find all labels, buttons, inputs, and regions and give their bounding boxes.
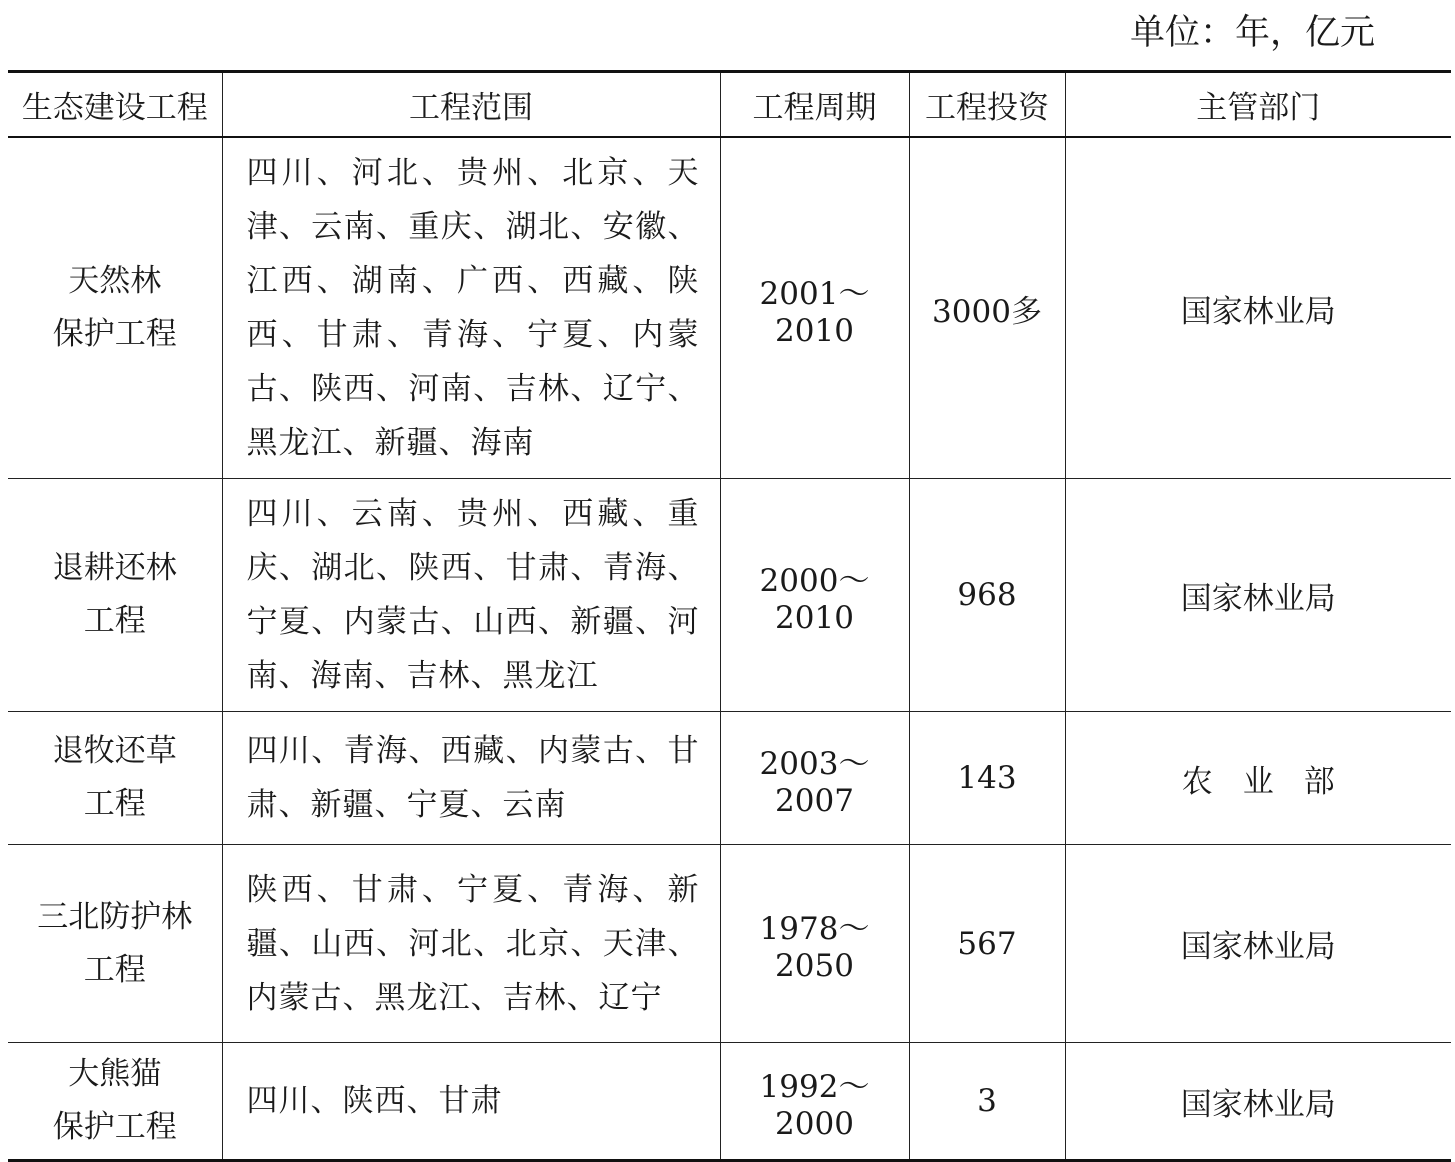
project-investment-cell: 968 [909, 479, 1065, 712]
project-period-cell: 2003～2007 [720, 712, 909, 845]
project-period-cell: 2001～2010 [720, 137, 909, 479]
table-row [8, 845, 1451, 1043]
project-name-cell [8, 137, 222, 479]
project-name-line1: 天然林 [68, 263, 162, 299]
header-period: 工程周期 [720, 72, 909, 138]
project-department-cell: 国家林业局 [1065, 137, 1451, 479]
unit-note: 单位：年，亿元 [1129, 13, 1375, 53]
project-name-line1: 退耕还林 [52, 550, 177, 586]
project-name-line2: 保护工程 [52, 316, 177, 352]
project-period-cell: 1978～2050 [720, 845, 909, 1043]
project-name-line2: 保护工程 [52, 1109, 177, 1145]
project-department-cell: 国家林业局 [1065, 845, 1451, 1043]
header-investment: 工程投资 [909, 72, 1065, 138]
project-name-cell [8, 712, 222, 845]
project-name-line2: 工程 [83, 951, 146, 988]
project-period-cell: 2000～2010 [720, 479, 909, 712]
project-name-line1: 退牧还草 [52, 733, 177, 769]
project-scope-cell: 四川、青海、西藏、内蒙古、甘肃、新疆、宁夏、云南 [222, 712, 720, 845]
table-row [8, 712, 1451, 845]
header-project: 生态建设工程 [8, 72, 222, 138]
project-department-cell: 农业部 [1065, 712, 1451, 845]
project-scope-cell: 四川、云南、贵州、西藏、重庆、湖北、陕西、甘肃、青海、宁夏、内蒙古、山西、新疆、河南、海南、吉林、黑龙江 [222, 479, 720, 712]
project-name-line2: 工程 [83, 603, 146, 639]
project-department-cell: 国家林业局 [1065, 1043, 1451, 1161]
header-scope: 工程范围 [222, 72, 720, 138]
project-period-cell: 1992～2000 [720, 1043, 909, 1161]
header-department: 主管部门 [1065, 72, 1451, 138]
project-investment-cell: 567 [909, 845, 1065, 1043]
project-name-line1: 大熊猫 [68, 1056, 162, 1092]
project-investment-cell: 143 [909, 712, 1065, 845]
project-investment-cell: 3 [909, 1043, 1065, 1161]
table-row [8, 1043, 1451, 1161]
project-department-cell: 国家林业局 [1065, 479, 1451, 712]
project-name-cell [8, 479, 222, 712]
project-scope-cell: 四川、陕西、甘肃 [222, 1043, 720, 1161]
table-row [8, 479, 1451, 712]
project-name-cell [8, 1043, 222, 1161]
project-investment-cell: 3000多 [909, 137, 1065, 479]
project-scope-cell: 陕西、甘肃、宁夏、青海、新疆、山西、河北、北京、天津、内蒙古、黑龙江、吉林、辽宁 [222, 845, 720, 1043]
ecological-projects-table [8, 70, 1451, 1162]
project-scope-cell: 四川、河北、贵州、北京、天津、云南、重庆、湖北、安徽、江西、湖南、广西、西藏、陕西、甘肃、青海、宁夏、内蒙古、陕西、河南、吉林、辽宁、黑龙江、新疆、海南 [222, 137, 720, 479]
project-name-line2: 工程 [83, 786, 146, 822]
table-header-row [8, 72, 1451, 138]
project-name-cell [8, 845, 222, 1043]
table-row [8, 137, 1451, 479]
project-name-line1: 三北防护林 [37, 898, 193, 935]
